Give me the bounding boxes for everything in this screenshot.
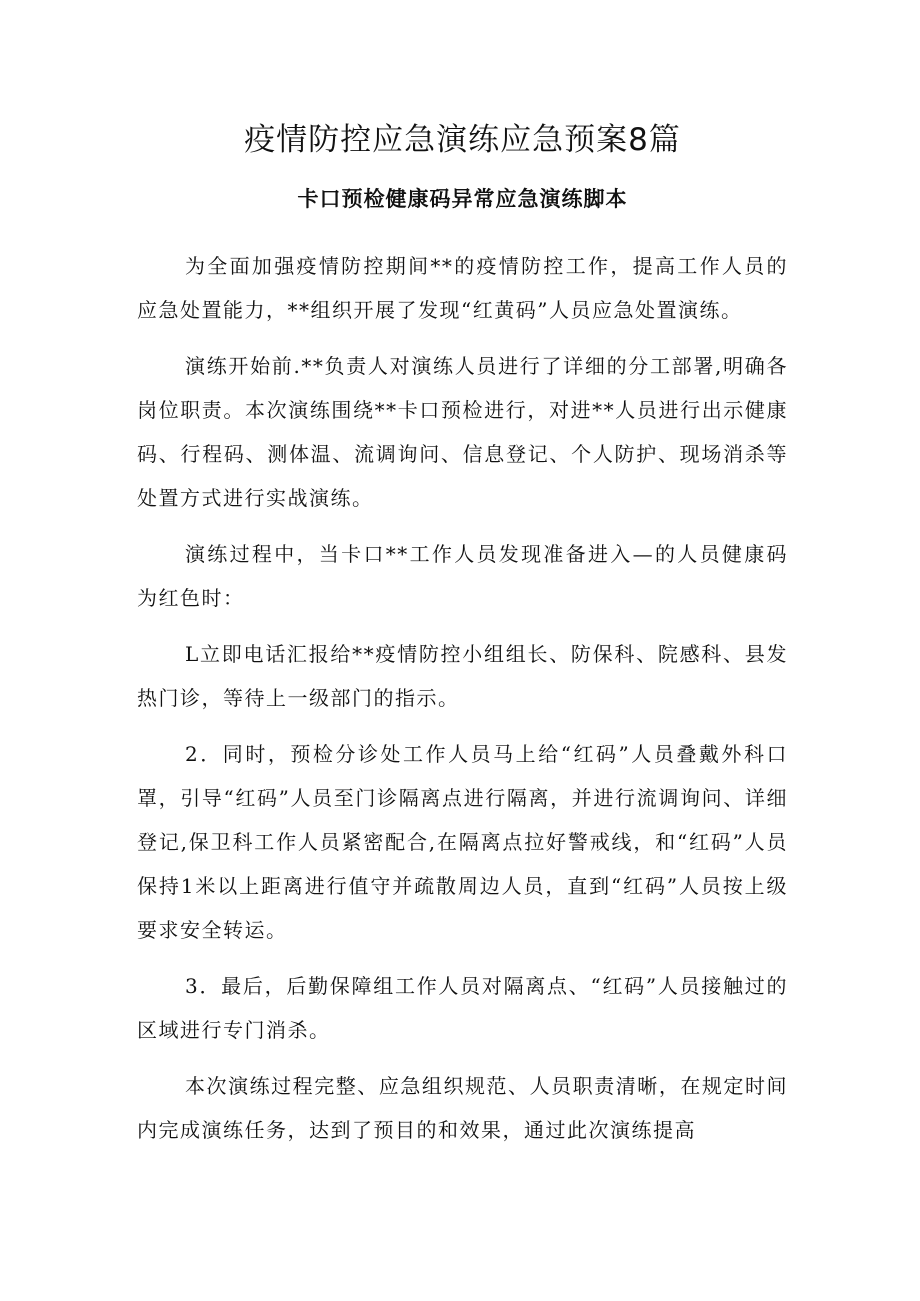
paragraph-step-3: 3．最后，后勤保障组工作人员对隔离点、“红码”人员接触过的区域进行专门消杀。	[137, 974, 788, 1042]
paragraph-process: 演练过程中，当卡口**工作人员发现准备进入—的人员健康码为红色时：	[137, 542, 788, 610]
paragraph-summary: 本次演练过程完整、应急组织规范、人员职责清晰，在规定时间内完成演练任务，达到了预目的和效果，通过此次演练提高	[137, 1074, 788, 1142]
paragraph-preparation: 演练开始前.**负责人对演练人员进行了详细的分工部署,明确各岗位职责。本次演练围绕**卡口预检进行，对进**人员进行出示健康码、行程码、测体温、流调询问、信息登记、个人防护、现场消杀等处置方式进行实战演练。	[137, 354, 788, 510]
document-subtitle: 卡口预检健康码异常应急演练脚本	[297, 187, 628, 211]
paragraph-intro: 为全面加强疫情防控期间**的疫情防控工作，提高工作人员的应急处置能力，**组织开展了发现“红黄码”人员应急处置演练。	[137, 254, 788, 322]
paragraph-step-1: L立即电话汇报给**疫情防控小组组长、防保科、院感科、县发热门诊，等待上一级部门的指示。	[137, 642, 788, 710]
document-body	[137, 244, 788, 1152]
paragraph-step-2: 2．同时，预检分诊处工作人员马上给“红码”人员叠戴外科口罩，引导“红码”人员至门诊隔离点进行隔离，并进行流调询问、详细登记,保卫科工作人员紧密配合,在隔离点拉好警戒线，和“红码”人员保持1米以上距离进行值守并疏散周边人员，直到“红码”人员按上级要求安全转运。	[137, 742, 788, 942]
document-title: 疫情防控应急演练应急预案8篇	[244, 122, 681, 158]
